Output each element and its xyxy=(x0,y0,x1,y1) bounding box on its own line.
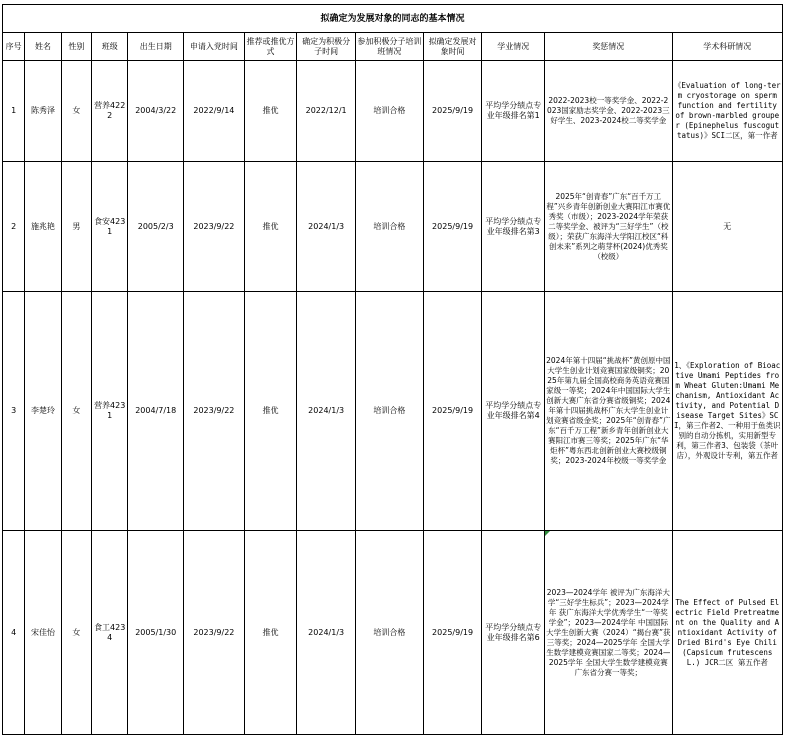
cell-develop: 2025/9/19 xyxy=(423,292,482,531)
cell-method: 推优 xyxy=(244,61,297,162)
cell-study: 平均学分绩点专业年级排名第1 xyxy=(482,61,545,162)
cell-no: 1 xyxy=(3,61,25,162)
cell-gender: 女 xyxy=(61,61,91,162)
cell-study: 平均学分绩点专业年级排名第4 xyxy=(482,292,545,531)
table-row xyxy=(3,61,783,162)
cell-develop: 2025/9/19 xyxy=(423,61,482,162)
cell-develop: 2025/9/19 xyxy=(423,531,482,735)
cell-training: 培训合格 xyxy=(355,531,423,735)
cell-training: 培训合格 xyxy=(355,162,423,292)
table-title: 拟确定为发展对象的同志的基本情况 xyxy=(3,5,783,33)
cell-name: 陈秀泽 xyxy=(25,61,61,162)
spreadsheet xyxy=(2,4,783,735)
header-awards: 奖惩情况 xyxy=(545,33,672,61)
cell-no: 2 xyxy=(3,162,25,292)
cell-awards: 2023—2024学年 被评为广东海洋大学“三好学生标兵”；2023—2024学年 获广东海洋大学优秀学生“一等奖学金”；2023—2024学年 中国国际大学生创新大赛（2024）“揭台赛”获三等奖；2024—2025学年 全国大学生数学建模竞赛国家二等奖；2024—2025学年 全国大学生数学建模竞赛广东省分赛一等奖； xyxy=(545,531,672,735)
cell-name: 李楚玲 xyxy=(25,292,61,531)
cell-method: 推优 xyxy=(244,292,297,531)
cell-class: 食工4234 xyxy=(92,531,128,735)
table-row xyxy=(3,162,783,292)
cell-no: 4 xyxy=(3,531,25,735)
cell-research: The Effect of Pulsed Electric Field Pretreatment on the Quality and Antioxidant Activity of Dried Bird's Eye Chili (Capsicum frutescens L.) JCR二区 第五作者 xyxy=(672,531,782,735)
info-table xyxy=(2,4,783,735)
header-name: 姓名 xyxy=(25,33,61,61)
header-row xyxy=(3,33,783,61)
cell-gender: 女 xyxy=(61,292,91,531)
cell-name: 宋佳怡 xyxy=(25,531,61,735)
header-develop: 拟确定发展对象时间 xyxy=(423,33,482,61)
cell-develop: 2025/9/19 xyxy=(423,162,482,292)
cell-training: 培训合格 xyxy=(355,292,423,531)
cell-method: 推优 xyxy=(244,162,297,292)
cell-activist: 2024/1/3 xyxy=(297,531,356,735)
cell-awards: 2025年“创青春”广东“百千万工程”兴乡青年创新创业大赛阳江市赛优秀奖（市级）；2023-2024学年荣获二等奖学金、被评为“三好学生”（校级）；荣获广东海洋大学阳江校区“科创未来”系列之萌芽杯(2024)优秀奖（校级） xyxy=(545,162,672,292)
header-training: 参加积极分子培训班情况 xyxy=(355,33,423,61)
table-row xyxy=(3,531,783,735)
cell-apply: 2023/9/22 xyxy=(184,162,245,292)
cell-birth: 2004/7/18 xyxy=(128,292,184,531)
cell-gender: 男 xyxy=(61,162,91,292)
cell-research: 《Evaluation of long-term cryostorage on sperm function and fertility of brown-marbled grouper (Epinephelus fuscoguttatus)》SCI二区，第一作者 xyxy=(672,61,782,162)
cell-research: 无 xyxy=(672,162,782,292)
header-no: 序号 xyxy=(3,33,25,61)
cell-birth: 2005/2/3 xyxy=(128,162,184,292)
cell-birth: 2004/3/22 xyxy=(128,61,184,162)
header-method: 推荐或推优方式 xyxy=(244,33,297,61)
cell-research: 1、《Exploration of Bioactive Umami Peptides from Wheat Gluten:Umami Mechanism, Antioxidant Activity, and Potential Disease Target Sites》SCI，第三作者2、一种用于鱼类识别的自动分拣机，实用新型专利，第三作者3、包装袋（茶叶店），外观设计专利，第五作者 xyxy=(672,292,782,531)
cell-activist: 2024/1/3 xyxy=(297,292,356,531)
cell-birth: 2005/1/30 xyxy=(128,531,184,735)
cell-gender: 女 xyxy=(61,531,91,735)
cell-awards: 2024年第十四届“挑战杯”黄创原中国大学生创业计划竞赛国家级铜奖；2025年第九届全国高校商务英语竞赛国家级一等奖；2024年中国国际大学生创新大赛广东省分赛省级铜奖；2024年第十四届挑战杯广东大学生创业计划竞赛省级金奖；2025年“创青春”广东“百千万工程”新乡青年创新创业大赛阳江市赛三等奖；2025年广东“华炬杯”粤东西北创新创业大赛校级铜奖；2023-2024年校级一等奖学金 xyxy=(545,292,672,531)
cell-method: 推优 xyxy=(244,531,297,735)
cell-apply: 2023/9/22 xyxy=(184,531,245,735)
header-birth: 出生日期 xyxy=(128,33,184,61)
cell-activist: 2024/1/3 xyxy=(297,162,356,292)
header-apply: 申请入党时间 xyxy=(184,33,245,61)
cell-class: 营养4231 xyxy=(92,292,128,531)
table-row xyxy=(3,292,783,531)
cell-training: 培训合格 xyxy=(355,61,423,162)
header-class: 班级 xyxy=(92,33,128,61)
cell-awards: 2022-2023校一等奖学金、2022-2023国家励志奖学金、2022-2023三好学生、2023-2024校二等奖学金 xyxy=(545,61,672,162)
cell-no: 3 xyxy=(3,292,25,531)
header-study: 学业情况 xyxy=(482,33,545,61)
cell-class: 营养4222 xyxy=(92,61,128,162)
cell-study: 平均学分绩点专业年级排名第6 xyxy=(482,531,545,735)
header-research: 学术科研情况 xyxy=(672,33,782,61)
cell-apply: 2022/9/14 xyxy=(184,61,245,162)
cell-apply: 2023/9/22 xyxy=(184,292,245,531)
header-gender: 性别 xyxy=(61,33,91,61)
cell-class: 食安4231 xyxy=(92,162,128,292)
cell-name: 施兆艳 xyxy=(25,162,61,292)
cell-study: 平均学分绩点专业年级排名第3 xyxy=(482,162,545,292)
header-activist: 确定为积极分子时间 xyxy=(297,33,356,61)
cell-activist: 2022/12/1 xyxy=(297,61,356,162)
